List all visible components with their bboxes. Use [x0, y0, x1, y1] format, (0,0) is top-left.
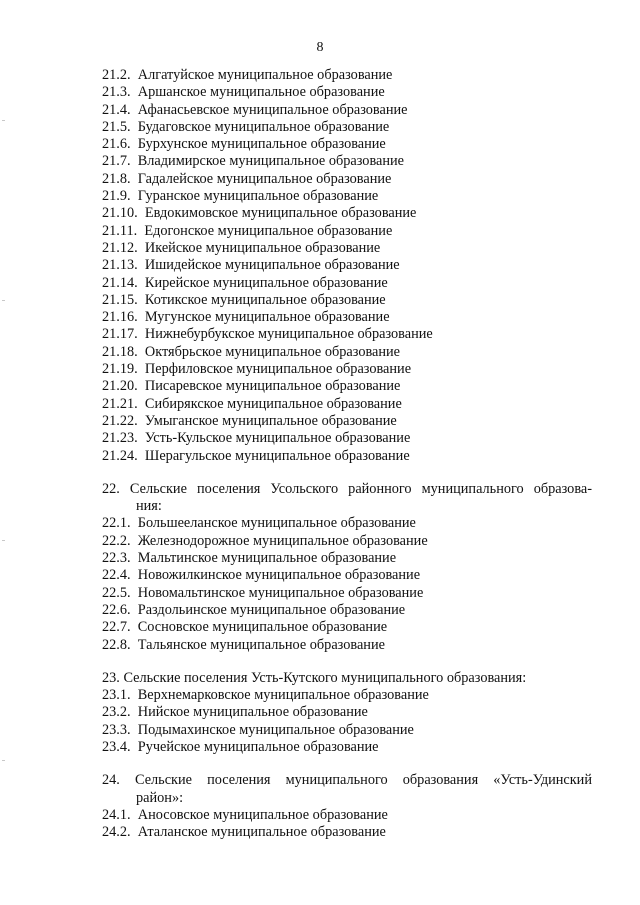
item-number: 21.16. [102, 309, 138, 326]
item-name: Гадалейское муниципальное образование [137, 170, 392, 187]
item-number: 21.15. [102, 291, 138, 308]
item-name: Евдокимовское муниципальное образование [144, 205, 417, 222]
list-item [102, 550, 592, 567]
item-name: Умыганское муниципальное образование [144, 412, 397, 429]
item-number: 21.5. [102, 118, 131, 135]
list-item [102, 722, 592, 739]
list-item [102, 567, 592, 584]
list-item [102, 361, 592, 378]
item-name: Аршанское муниципальное образование [137, 84, 385, 101]
list-item [102, 413, 592, 430]
page-number: 8 [316, 40, 324, 55]
item-number: 22.1. [102, 515, 131, 532]
list-item [102, 275, 592, 292]
item-number: 24.1. [102, 806, 131, 823]
item-name: Тальянское муниципальное образование [137, 636, 385, 653]
list-item [102, 344, 592, 361]
item-name: Верхнемарковское муниципальное образование [137, 687, 429, 704]
item-name: Подымахинское муниципальное образование [137, 721, 414, 738]
list-item [102, 704, 592, 721]
item-name: Котикское муниципальное образование [144, 291, 386, 308]
list-item [102, 292, 592, 309]
item-name: Икейское муниципальное образование [144, 239, 381, 256]
item-name: Писаревское муниципальное образование [144, 378, 401, 395]
item-number: 21.4. [102, 101, 131, 118]
item-name: Едогонское муниципальное образование [144, 222, 393, 239]
item-number: 21.19. [102, 361, 138, 378]
list-section-24 [102, 807, 592, 842]
item-name: Аносовское муниципальное образование [137, 806, 388, 823]
item-number: 21.23. [102, 430, 138, 447]
item-name: Кирейское муниципальное образование [144, 274, 388, 291]
item-number: 21.14. [102, 274, 138, 291]
item-number: 21.22. [102, 412, 138, 429]
list-item [102, 326, 592, 343]
section-24 [102, 772, 592, 841]
item-name: Шерагульское муниципальное образование [144, 447, 410, 464]
section-gap [102, 756, 592, 772]
item-number: 21.17. [102, 326, 138, 343]
item-number: 21.8. [102, 170, 131, 187]
document-body [102, 67, 592, 841]
list-item [102, 257, 592, 274]
section-23 [102, 670, 592, 756]
item-name: Октябрьское муниципальное образование [144, 343, 401, 360]
list-section-21 [102, 67, 592, 465]
item-number: 22.7. [102, 619, 131, 636]
item-number: 21.12. [102, 239, 138, 256]
list-item [102, 687, 592, 704]
item-number: 21.6. [102, 136, 131, 153]
scan-mark [2, 760, 5, 761]
item-name: Мугунское муниципальное образование [144, 309, 390, 326]
item-name: Алгатуйское муниципальное образование [137, 67, 393, 83]
list-item [102, 637, 592, 654]
section-22-heading: 22. Сельские поселения Усольского районного муниципального образова- [102, 480, 592, 497]
list-item [102, 136, 592, 153]
item-number: 21.3. [102, 84, 131, 101]
list-item [102, 396, 592, 413]
section-24-heading-cont: район»: [136, 789, 184, 806]
list-item [102, 240, 592, 257]
item-number: 22.2. [102, 532, 131, 549]
scan-mark [2, 540, 5, 541]
item-name: Аталанское муниципальное образование [137, 824, 386, 841]
list-item [102, 448, 592, 465]
list-item [102, 739, 592, 756]
section-gap [102, 465, 592, 481]
list-item [102, 309, 592, 326]
item-number: 21.13. [102, 257, 138, 274]
item-number: 24.2. [102, 824, 131, 841]
item-number: 22.8. [102, 636, 131, 653]
item-name: Гуранское муниципальное образование [137, 188, 379, 205]
list-item [102, 585, 592, 602]
item-name: Нижнебурбукское муниципальное образование [144, 326, 433, 343]
item-name: Ручейское муниципальное образование [137, 738, 379, 755]
list-section-22 [102, 515, 592, 653]
list-item [102, 119, 592, 136]
list-item [102, 205, 592, 222]
list-item [102, 430, 592, 447]
item-name: Новожилкинское муниципальное образование [137, 567, 421, 584]
item-number: 21.20. [102, 378, 138, 395]
list-item [102, 807, 592, 824]
item-number: 22.4. [102, 567, 131, 584]
item-name: Большееланское муниципальное образование [137, 515, 416, 532]
list-item [102, 171, 592, 188]
list-item [102, 824, 592, 841]
list-item [102, 188, 592, 205]
item-number: 21.21. [102, 395, 138, 412]
section-22-heading-cont: ния: [136, 498, 162, 515]
item-name: Нийское муниципальное образование [137, 704, 368, 721]
list-item [102, 602, 592, 619]
item-number: 21.10. [102, 205, 138, 222]
item-name: Сибирякское муниципальное образование [144, 395, 402, 412]
item-number: 23.3. [102, 721, 131, 738]
item-number: 23.2. [102, 704, 131, 721]
list-item [102, 67, 592, 84]
scan-mark [2, 300, 5, 301]
item-number: 21.7. [102, 153, 131, 170]
item-number: 23.1. [102, 687, 131, 704]
item-number: 22.6. [102, 601, 131, 618]
item-name: Ишидейское муниципальное образование [144, 257, 400, 274]
list-item [102, 84, 592, 101]
item-number: 22.5. [102, 584, 131, 601]
list-item [102, 619, 592, 636]
section-22 [102, 481, 592, 654]
item-name: Афанасьевское муниципальное образование [137, 101, 408, 118]
item-number: 21.24. [102, 447, 138, 464]
section-23-heading: 23. Сельские поселения Усть-Кутского муниципального образования: [102, 669, 527, 686]
item-number: 22.3. [102, 550, 131, 567]
item-name: Бурхунское муниципальное образование [137, 136, 386, 153]
item-name: Железнодорожное муниципальное образование [137, 532, 428, 549]
item-name: Усть-Кульское муниципальное образование [144, 430, 411, 447]
item-number: 21.9. [102, 188, 131, 205]
list-item [102, 223, 592, 240]
item-name: Мальтинское муниципальное образование [137, 550, 397, 567]
section-24-heading: 24. Сельские поселения муниципального образования «Усть-Удинский [102, 772, 592, 789]
list-item [102, 378, 592, 395]
item-name: Новомальтинское муниципальное образование [137, 584, 424, 601]
item-name: Раздольинское муниципальное образование [137, 601, 406, 618]
list-item [102, 153, 592, 170]
scan-mark [2, 120, 5, 121]
list-item [102, 102, 592, 119]
item-number: 21.2. [102, 67, 131, 83]
list-section-23 [102, 687, 592, 756]
item-number: 21.11. [102, 222, 138, 239]
section-gap [102, 654, 592, 670]
list-item [102, 515, 592, 532]
item-name: Владимирское муниципальное образование [137, 153, 405, 170]
list-item [102, 533, 592, 550]
item-name: Сосновское муниципальное образование [137, 619, 388, 636]
item-name: Перфиловское муниципальное образование [144, 361, 412, 378]
item-name: Будаговское муниципальное образование [137, 118, 390, 135]
item-number: 23.4. [102, 738, 131, 755]
item-number: 21.18. [102, 343, 138, 360]
